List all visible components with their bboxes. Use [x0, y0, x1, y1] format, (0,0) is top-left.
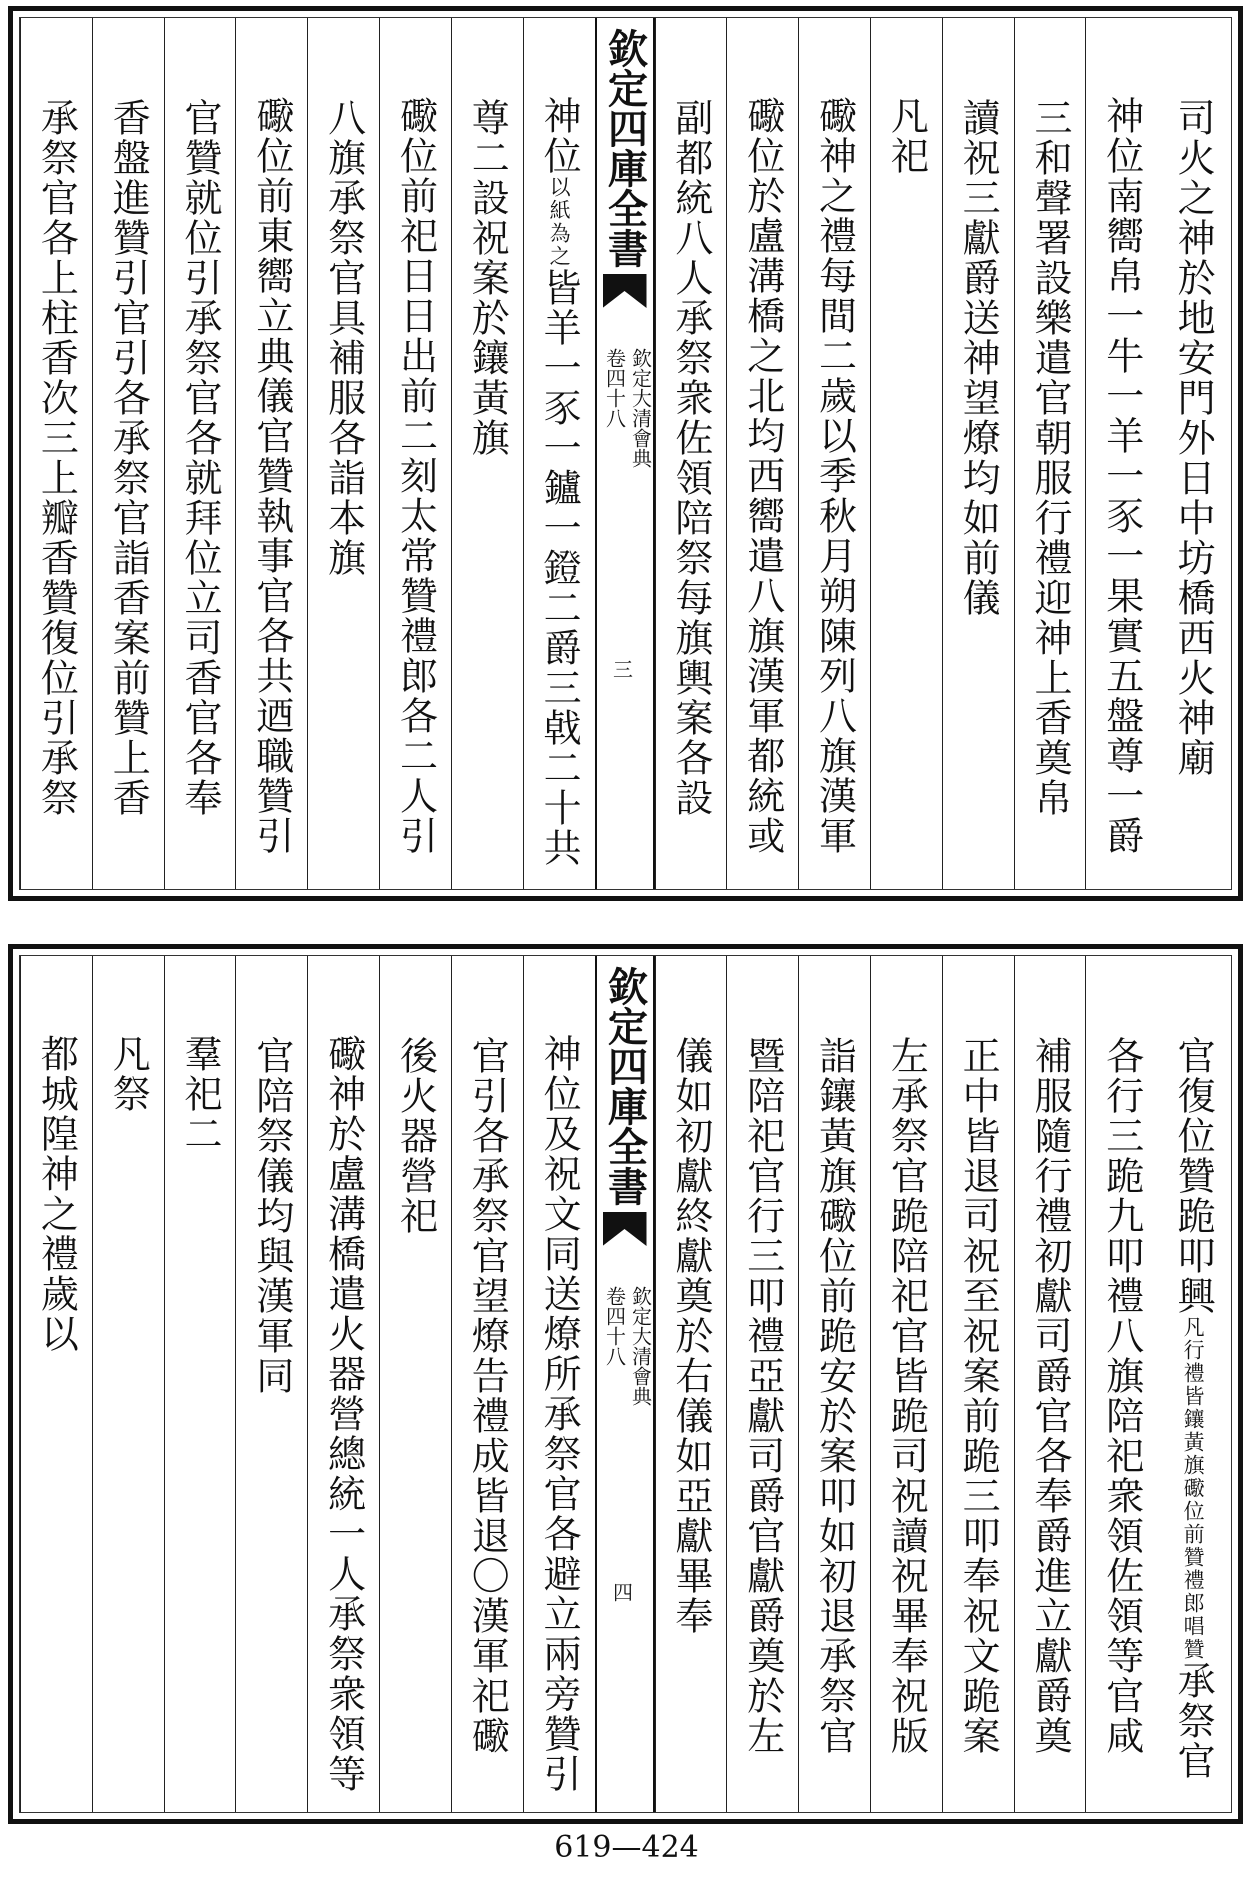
column-text: 三和聲署設樂遣官朝服行禮迎神上香奠帛	[1027, 98, 1072, 818]
fold-book-title: 欽定大清會典	[628, 348, 653, 468]
text-column	[523, 956, 595, 1812]
column-text: 礮位前祀日日出前二刻太常贊禮郎各二人引	[393, 96, 438, 856]
text-column	[92, 956, 164, 1812]
fold-column	[595, 18, 655, 889]
column-text: 都城隍神之禮歲以	[34, 1034, 79, 1354]
column-text: 凡祭	[106, 1034, 151, 1114]
column-text: 左承祭官跪陪祀官皆跪司祝讀祝畢奉祝版	[884, 1036, 929, 1756]
text-column	[20, 956, 92, 1812]
text-column	[655, 956, 727, 1812]
column-text: 承祭官各上柱香次三上瓣香贊復位引承祭	[34, 98, 79, 818]
column-text: 礮神於盧溝橋遣火器營總統一人承祭衆領等	[321, 1034, 366, 1794]
text-column	[164, 956, 236, 1812]
text-column	[942, 956, 1014, 1812]
text-column	[870, 18, 942, 889]
column-text: 尊二設祝案於鑲黃旗	[465, 98, 510, 458]
text-column	[235, 18, 307, 889]
column-text: 凡祀	[884, 96, 929, 176]
column-text: 香盤進贊引官引各承祭官詣香案前贊上香	[106, 98, 151, 818]
text-column	[523, 18, 595, 889]
fold-page-number: 四	[609, 1582, 634, 1602]
interlinear-note: 凡行禮皆鑲黃旗礮位前贊禮郎唱贊	[1181, 1316, 1206, 1661]
text-column	[655, 18, 727, 889]
fold-book-title: 欽定大清會典	[628, 1286, 653, 1406]
text-column	[379, 956, 451, 1812]
column-text: 神位及祝文同送燎所承祭官各避立兩旁贊引	[537, 1034, 582, 1794]
fold-page-number: 三	[609, 659, 634, 679]
column-text: 官陪祭儀均與漢軍同	[249, 1036, 294, 1396]
text-column	[20, 18, 92, 889]
text-column	[1014, 18, 1086, 889]
text-column	[307, 18, 379, 889]
text-column	[451, 18, 523, 889]
column-text: 八旗承祭官具補服各詣本旗	[321, 98, 366, 578]
column-text: 副都統八人承祭衆佐領陪祭每旗輿案各設	[668, 98, 713, 818]
text-column	[307, 956, 379, 1812]
fish-tail-mark	[603, 274, 647, 308]
column-text: 詣鑲黃旗礮位前跪安於案叩如初退承祭官	[812, 1036, 857, 1756]
bottom-page-frame	[19, 955, 1232, 1813]
text-column	[726, 956, 798, 1812]
column-text: 各行三跪九叩禮八旗陪祀衆領佐領等官咸	[1099, 1036, 1144, 1756]
column-text: 官贊就位引承祭官各就拜位立司香官各奉	[178, 98, 223, 818]
text-column	[798, 956, 870, 1812]
text-column	[451, 956, 523, 1812]
text-column	[1157, 18, 1229, 889]
column-text: 暨陪祀官行三叩禮亞獻司爵官獻爵奠於左	[740, 1036, 785, 1756]
column-text: 官復位贊跪叩興凡行禮皆鑲黃旗礮位前贊禮郎唱贊承祭官	[1171, 1036, 1216, 1781]
top-page	[8, 6, 1243, 901]
text-column	[1085, 18, 1157, 889]
text-column	[235, 956, 307, 1812]
text-column	[1085, 956, 1157, 1812]
text-column	[942, 18, 1014, 889]
column-text: 補服隨行禮初獻司爵官各奉爵進立獻爵奠	[1027, 1036, 1072, 1756]
column-text: 羣祀二	[178, 1034, 223, 1154]
column-text: 神位以紙為之皆羊一豕一鑪一鐙二爵三㦸二十共	[537, 96, 582, 868]
top-page-frame	[19, 17, 1232, 890]
fish-tail-mark	[603, 1212, 647, 1246]
column-text: 礮位前東嚮立典儀官贊執事官各共迺職贊引	[249, 96, 294, 856]
fold-title: 欽定四庫全書	[601, 966, 649, 1206]
page-number-footer: 619—424	[554, 1830, 699, 1865]
fold-column	[595, 956, 655, 1812]
text-column	[1014, 956, 1086, 1812]
column-text: 儀如初獻終獻奠於右儀如亞獻畢奉	[668, 1036, 713, 1636]
text-column	[798, 18, 870, 889]
text-column	[92, 18, 164, 889]
column-text: 神位南嚮帛一牛一羊一豕一果實五盤尊一爵	[1099, 96, 1144, 856]
fold-book-title: 卷四十八	[602, 1286, 627, 1366]
column-text: 司火之神於地安門外日中坊橋西火神廟	[1171, 98, 1216, 778]
column-text: 礮位於盧溝橋之北均西嚮遣八旗漢軍都統或	[740, 96, 785, 856]
column-text: 讀祝三獻爵送神望燎均如前儀	[956, 98, 1001, 618]
column-text: 正中皆退司祝至祝案前跪三叩奉祝文跪案	[956, 1036, 1001, 1756]
bottom-page	[8, 944, 1243, 1824]
text-column	[1157, 956, 1229, 1812]
column-text: 後火器營祀	[393, 1036, 438, 1236]
text-column	[379, 18, 451, 889]
interlinear-note: 以紙為之	[547, 176, 572, 268]
fold-title: 欽定四庫全書	[601, 28, 649, 268]
text-column	[164, 18, 236, 889]
text-column	[870, 956, 942, 1812]
column-text: 礮神之禮每間二歲以季秋月朔陳列八旗漢軍	[812, 96, 857, 856]
column-text: 官引各承祭官望燎告禮成皆退〇漢軍祀礮	[465, 1036, 510, 1756]
fold-book-title: 卷四十八	[602, 348, 627, 428]
text-column	[726, 18, 798, 889]
